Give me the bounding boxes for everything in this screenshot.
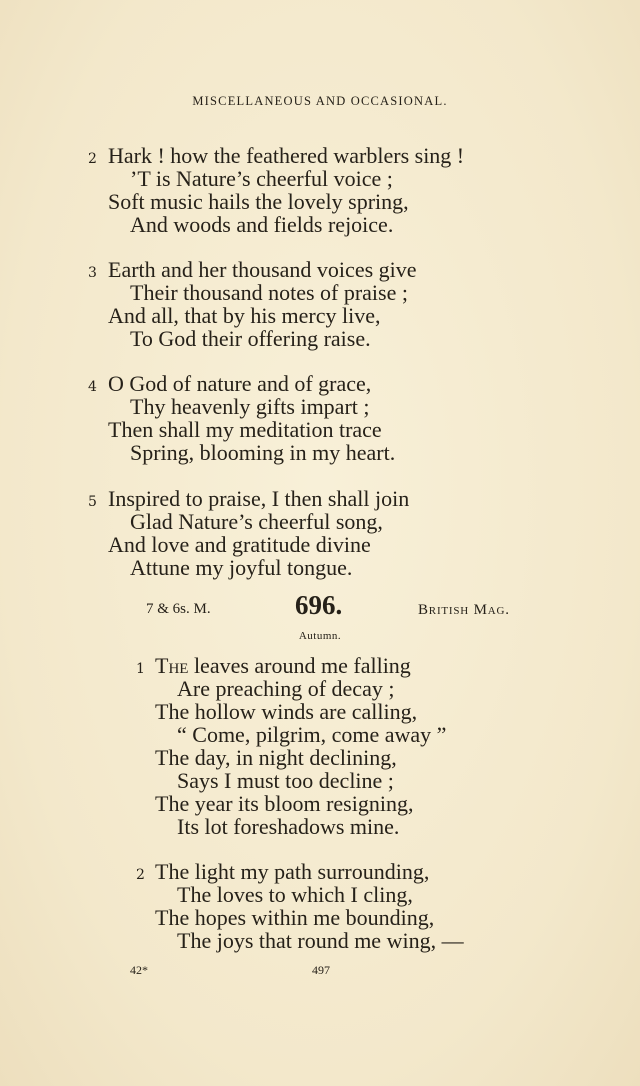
verse-line: The loves to which I cling, bbox=[177, 882, 413, 907]
verse-line: Hark ! how the feathered warblers sing ! bbox=[108, 143, 465, 168]
verse-line: To God their offering raise. bbox=[130, 326, 371, 351]
verse-line: The hollow winds are calling, bbox=[155, 699, 418, 724]
verse-line: The joys that round me wing, — bbox=[177, 928, 464, 953]
verse-line: Earth and her thousand voices give bbox=[108, 257, 417, 282]
verse-line: O God of nature and of grace, bbox=[108, 371, 372, 396]
stanza bbox=[155, 654, 446, 838]
verse-line: Glad Nature’s cheerful song, bbox=[130, 509, 383, 534]
stanza-number: 3 bbox=[88, 265, 97, 281]
hymn-number: 696. bbox=[295, 590, 343, 620]
hymn-meter: 7 & 6s. M. bbox=[146, 601, 211, 617]
verse-line bbox=[155, 654, 446, 677]
stanza-number: 2 bbox=[136, 867, 145, 883]
verse-line: Spring, blooming in my heart. bbox=[130, 440, 396, 465]
hymn-source: British Mag. bbox=[418, 602, 510, 618]
stanza bbox=[108, 144, 464, 236]
verse-line: And all, that by his mercy live, bbox=[108, 303, 381, 328]
verse-line: Soft music hails the lovely spring, bbox=[108, 189, 409, 214]
verse-line: Attune my joyful tongue. bbox=[130, 555, 353, 580]
verse-line: Says I must too decline ; bbox=[177, 768, 394, 793]
stanza bbox=[155, 860, 464, 952]
stanza bbox=[108, 372, 395, 464]
running-head: MISCELLANEOUS AND OCCASIONAL. bbox=[192, 94, 448, 108]
stanza-number: 1 bbox=[136, 661, 145, 677]
verse-line: Inspired to praise, I then shall join bbox=[108, 486, 410, 511]
first-word: The bbox=[155, 653, 189, 678]
stanza-number: 4 bbox=[88, 379, 97, 395]
verse-line: The light my path surrounding, bbox=[155, 859, 430, 884]
verse-line: Then shall my meditation trace bbox=[108, 417, 382, 442]
verse-line: And woods and fields rejoice. bbox=[130, 212, 394, 237]
verse-line: Their thousand notes of praise ; bbox=[130, 280, 408, 305]
verse-line: The day, in night declining, bbox=[155, 745, 397, 770]
signature-mark: 42* bbox=[130, 963, 148, 977]
verse-line: Thy heavenly gifts impart ; bbox=[130, 394, 370, 419]
verse-line: The year its bloom resigning, bbox=[155, 791, 414, 816]
hymn-title: Autumn. bbox=[298, 630, 342, 642]
stanza-number: 2 bbox=[88, 151, 97, 167]
stanza-number: 5 bbox=[88, 494, 97, 510]
stanza bbox=[108, 258, 417, 350]
verse-line: “ Come, pilgrim, come away ” bbox=[177, 722, 447, 747]
verse-line: ’T is Nature’s cheerful voice ; bbox=[130, 166, 393, 191]
page-number: 497 bbox=[312, 963, 330, 977]
verse-line: And love and gratitude divine bbox=[108, 532, 371, 557]
stanza bbox=[108, 487, 409, 579]
verse-line: The hopes within me bounding, bbox=[155, 905, 435, 930]
first-line-rest: leaves around me falling bbox=[188, 653, 411, 678]
verse-line: Its lot foreshadows mine. bbox=[177, 814, 400, 839]
verse-line: Are preaching of decay ; bbox=[177, 676, 395, 701]
